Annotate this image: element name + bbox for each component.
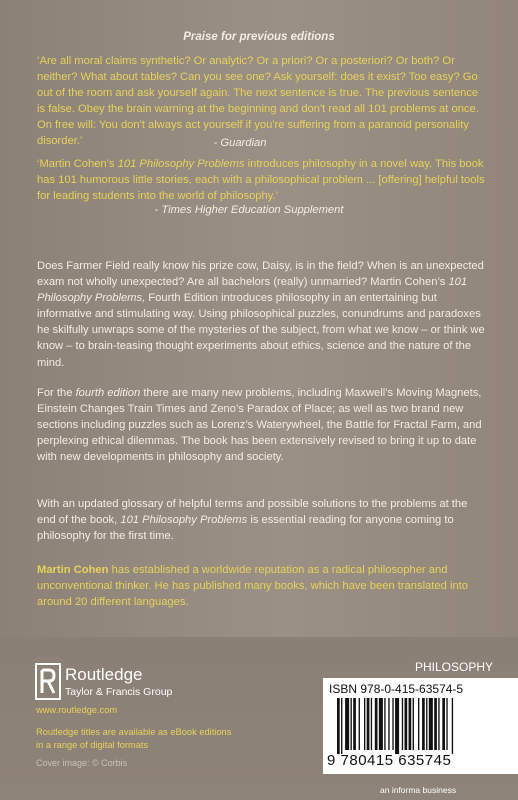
para1-book-title: 101 Philosophy Problems, (37, 276, 468, 305)
barcode-digits: 9 780415 635745 (327, 752, 452, 769)
praise-heading: Praise for previous editions (183, 31, 335, 43)
the-attribution: - Times Higher Education Supplement (154, 204, 344, 216)
quote2-book-title: 101 Philosophy Problems (117, 158, 245, 170)
description-paragraph-3 (37, 496, 486, 544)
para2-emphasis: fourth edition (75, 387, 141, 399)
cover-credit: Cover image: © Corbis (36, 758, 128, 768)
para2-text-a: For the (37, 387, 76, 399)
para3-text-b: is essential reading for anyone coming to philosophy for the first time. (37, 514, 454, 543)
publisher-name: Routledge (65, 665, 143, 684)
quote2-prefix: ‘Martin Cohen’s (37, 158, 118, 170)
publisher-website[interactable]: www.routledge.com (36, 705, 118, 715)
barcode-box (323, 678, 518, 774)
guardian-quote: ‘Are all moral claims synthetic? Or analytic? Or a priori? Or a posteriori? Or both? Or neither? What about tables? Can you see one? Ask yourself: does it exist? Too easy? Go out of the room and ask yourself again. The next sentence is true. The previous sentence is false. Obey the brain warning at the beginning and don't read all 101 problems at once. On free will: You don't always act yourself if you're suffering from a paranoid personality disorder.’ (37, 55, 479, 148)
ebook-note: Routledge titles are available as eBook editions in a range of digital formats (36, 727, 232, 750)
author-name: Martin Cohen (37, 564, 109, 576)
author-bio-text: has established a worldwide reputation as a radical philosopher and unconventional thinker. He has published many books, which have been translated into around 20 different languages. (37, 564, 468, 609)
informa-tagline: an informa business (380, 785, 457, 795)
description-paragraph-1 (37, 258, 486, 371)
quote2-rest: introduces philosophy in a novel way. This book has 101 humorous little stories, each with a philosophical problem ... [offering] helpful tools for leading students into the world of philosophy.’ (37, 158, 485, 203)
para1-text-b: Fourth Edition introduces philosophy in an entertaining but informative and stimulating way. Using philosophical puzzles, conundrums and paradoxes he skilfully unwraps some of the mysteries of the subject, from what we know – or think we know – to brain-teasing thought experiments about ethics, science and the nature of the mind. (37, 292, 485, 369)
para2-text-b: there are many new problems, including Maxwell’s Moving Magnets, Einstein Changes Train Times and Zeno’s Paradox of Place; as well as two brand new sections including puzzles such as Lorenz’s Waterywheel, the Battle for Fractal Farm, and perplexing ethical dilemmas. The book has been extensively revised to bring it up to date with new developments in philosophy and society. (37, 387, 482, 464)
the-quote (37, 156, 485, 204)
routledge-logo-icon (35, 663, 61, 700)
category-label: PHILOSOPHY (414, 660, 493, 674)
publisher-group: Taylor & Francis Group (65, 686, 173, 698)
isbn-label: ISBN 978-0-415-63574-5 (329, 682, 464, 696)
para3-book-title: 101 Philosophy Problems (120, 514, 248, 527)
author-bio (37, 562, 486, 610)
description-paragraph-2 (37, 385, 486, 465)
para1-text-a: Does Farmer Field really know his prize cow, Daisy, is in the field? When is an unexpected exam not wholly unexpected? Are all bachelors (really) unmarried? Martin Cohen’s (37, 260, 484, 289)
para3-text-a: With an updated glossary of helpful terms and possible solutions to the problems at the end of the book, (37, 498, 468, 527)
guardian-attribution: - Guardian (213, 137, 267, 149)
